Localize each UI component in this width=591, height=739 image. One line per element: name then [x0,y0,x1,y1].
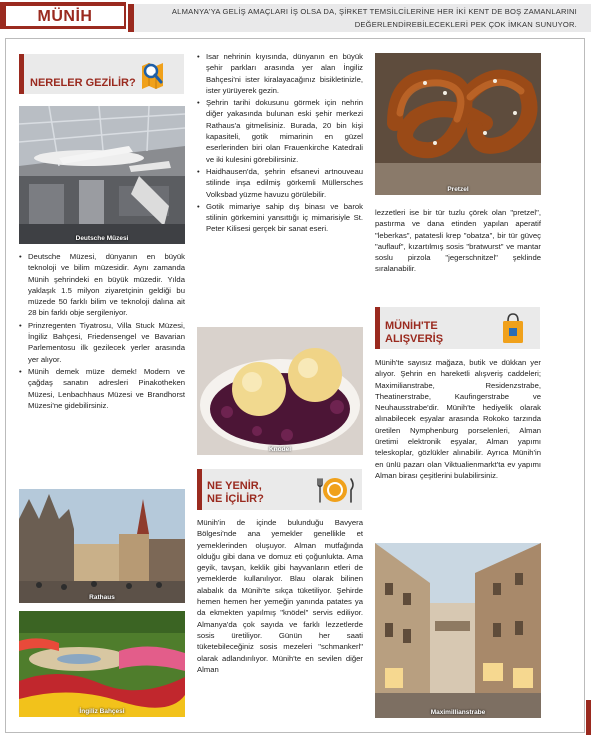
section-title-food-2: NE İÇİLİR? [207,493,264,505]
intro-line-1: ALMANYA'YA GELİŞ AMAÇLARI İŞ OLSA DA, ŞİRKET TEMSİLCİLERİNE HER İKİ KENT DE BOŞ ZAMANLARINI [171,7,577,16]
column-2-text [197,51,363,236]
caption-knodel: Knödel [268,446,292,453]
column-1-text [19,251,185,412]
food-paragraph: Münih'in de içinde bulunduğu Bavyera Bölgesi'nde ana yemekler genellikle et yemeklerinden oluşuyor. Alman mutfağında olduğu gibi dana ve domuz eti çoğunlukta. Ama geyik, tavşan, keklik gibi hayvanların etleri de yemeklerde kullanılıyor. Blau olarak bilinen alabalık da Münih'te sıkça tüketiliyor. Şehirde hemen hemen her yemeğin yanında patates ya da ekmekten yapılmış "knödel" servis ediliyor. Almanya'da çok sayıda ve farklı lezzetlerde sosis üretiliyor. Günün her saati tüketebileceğiniz sosis mezeleri "schmankerl" olarak adlandırılıyor. Münih'te en sevilen diğer Alman [197,518,363,674]
page-title: MÜNİH [6,6,124,26]
list-item: • Haidhausen'da, şehrin efsanevi artnouveau stilinde inşa edilmiş görkemli Müllersches Volksbad yüzme havuzu görülebilir. [206,166,363,200]
photo-english-garden [19,611,185,717]
photo-rathaus [19,489,185,603]
caption-museum: Deutsche Müzesi [75,235,129,242]
section-title-shop-1: MÜNİH'TE [385,320,438,332]
attractions-list-2 [197,51,363,235]
caption-garden: İngiliz Bahçesi [79,708,125,715]
shopping-paragraph: Münih'te sayısız mağaza, butik ve dükkan yer alıyor. Şehrin en hareketli alışveriş caddeleri; Maximilianstrabe, Residenzstrabe, Theatinerstrabe, Kaufingerstrabe ve Neuhausstrabe'dir. Münih'te hediyelik olarak alınabilecek eşyalar arasında Rokoko tarzında üretilen Nymphenburg porselenleri, Alman üretimi elektronik eşyalar, Alman yapımı teleskoplar, gözlükler alınabilir. Ayrıca Münih'in en ünlü pazarı olan Viktualienmarkt'ta ev yapımı Alman birası çeşitlerini bulabilirsiniz. [375,358,541,480]
photo-pretzel [375,53,541,195]
shopping-text [375,357,541,481]
intro-line-2: DEĞERLENDİREBİLECEKLERİ PEK ÇOK İMKAN SUNUYOR. [354,20,577,29]
list-item: • Isar nehrinin kıyısında, dünyanın en büyük şehir parkları arasında yer alan İngiliz Bahçesi'ni ister kiralayacağınız bisikletinizle, ister yürüyerek gezin. [206,51,363,96]
list-item: • Gotik mimariye sahip dış binası ve barok stilinin görkemini yansıttığı iç mimarisiyle St. Peter Kilisesi gerçek bir sanat eseri. [206,201,363,235]
header-intro [128,4,591,32]
section-title-shop-2: ALIŞVERİŞ [385,333,444,345]
photo-maximilianstrasse [375,543,541,718]
list-item: • Prinzregenten Tiyatrosu, Villa Stuck Müzesi, İngiliz Bahçesi, Friedensengel ve Bavarian Parlementosu ilk gezilecek yerler arasında yer alıyor. [28,320,185,365]
map-magnifier-icon [138,56,166,92]
caption-street: Maximillianstrabe [430,709,486,716]
food-paragraph-continued: lezzetleri ise bir tür tuzlu çörek olan "pretzel", pastırma ve dana etinden yapılan aperatif "leberkas", patatesli krep "obatza", bir tür güveç "auflauf", kızartılmış sosis "bratwurst" ve mantar soslu pirzola "jegerschnitzel" şeklinde sıralanabilir. [375,208,541,274]
food-text [197,517,363,675]
food-text-continued [375,207,541,275]
section-title-where: NERELER GEZİLİR? [30,77,136,89]
list-item: • Şehrin tarihi dokusunu görmek için nehrin diğer yakasında bulunan eski şehir merkezi Rathaus'a gitmelisiniz. Burada, 20 bin kişi kapasiteli, gotik mimarinin en güzel eserlerinden biri olan Frauenkirche Katedrali ve iki kulesini görebilirsiniz. [206,97,363,165]
caption-rathaus: Rathaus [89,594,115,601]
list-item: • Münih demek müze demek! Modern ve çağdaş sanatın adresleri Pinakotheken Müzesi, Lenbachhaus Müzesi ve Brandhorst Müzesi'ne gidebilirsiniz. [28,366,185,411]
attractions-list-1 [19,251,185,411]
shopping-bag-icon [500,311,526,345]
photo-knodel [197,327,363,455]
header-title-bar [0,2,126,29]
list-item: • Deutsche Müzesi, dünyanın en büyük teknoloji ve bilim müzesidir. Aynı zamanda Münih şehrindeki en büyük müzedir. Yılda yaklaşık 1.5 milyon ziyaretçinin geldiği bu müzede 50 farklı bilim ve teknoloji dalına ait 28 bin farklı obje sergileniyor. [28,251,185,319]
section-title-food-1: NE YENİR, [207,480,262,492]
photo-deutsches-museum [19,106,185,244]
page-edge-bar [586,700,591,735]
caption-pretzel: Pretzel [447,186,469,193]
plate-cutlery-icon [314,475,356,505]
